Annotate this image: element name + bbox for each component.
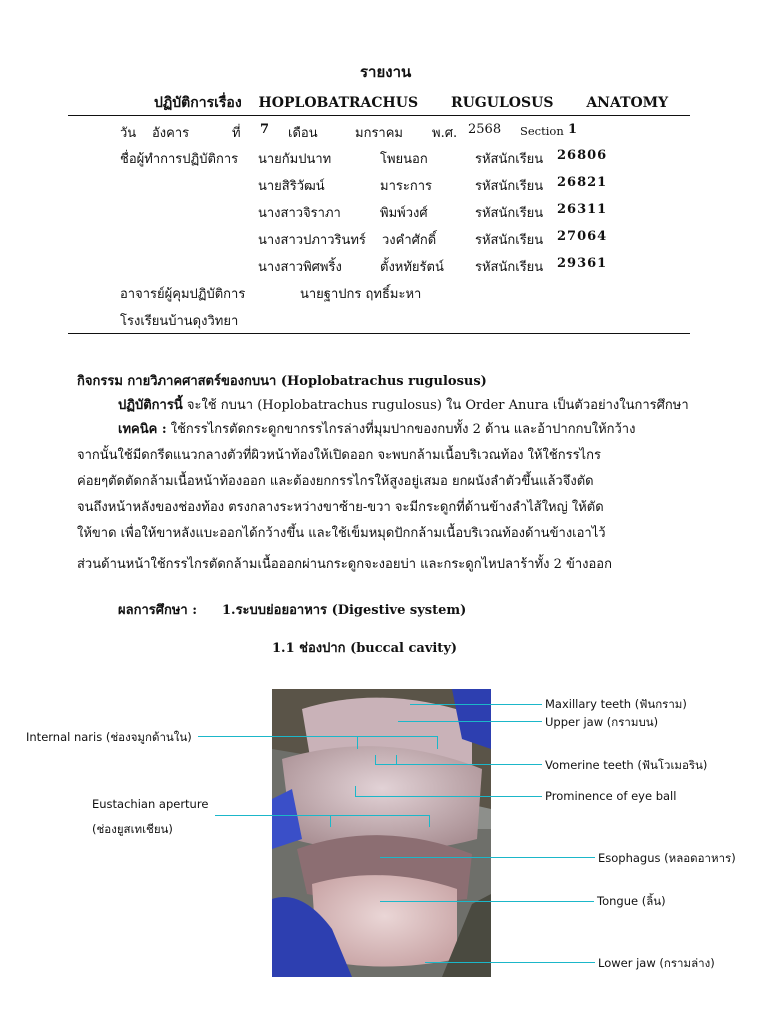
performer-2-last: มาระการ (380, 179, 432, 194)
performer-5-last: ตั้งหทัยรัตน์ (380, 260, 444, 275)
tech-paragraph-first (118, 418, 635, 439)
lab-label: ปฏิบัติการนี้ (118, 398, 183, 413)
performer-1-first: นายกัมปนาท (258, 152, 332, 167)
performer-3-id: 26311 (557, 202, 608, 217)
label-internal-naris: Internal naris (ช่องจมูกด้านใน) (26, 730, 192, 744)
year-label: พ.ศ. (432, 126, 458, 141)
tech-first-line: ใช้กรรไกรตัดกระดูกขากรรไกรล่างที่มุมปากของกบทั้ง 2 ด้าน และอ้าปากกบให้กว้าง (170, 422, 636, 437)
report-subtitle (154, 92, 668, 114)
date-value: 7 (260, 122, 270, 137)
performer-1-last: โพยนอก (380, 152, 428, 167)
tech-line-5: ส่วนด้านหน้าใช้กรรไกรตัดกล้ามเนื้อออกผ่านกระดูกจะงอยบ่า และกระดูกไหปลาร้าทั้ง 2 ข้างออก (77, 557, 612, 572)
performer-3-first: นางสาวจิราภา (258, 206, 341, 221)
leader-internal-naris (198, 736, 438, 737)
leader-maxillary (410, 704, 542, 705)
performer-1-id: 26806 (557, 148, 608, 163)
leader-vomerine (375, 764, 542, 765)
leader-vomerine-tick-2 (396, 755, 397, 765)
label-vomerine-teeth: Vomerine teeth (ฟันโวเมอริน) (545, 758, 708, 772)
leader-prominence-tick (355, 786, 356, 796)
day-label: วัน (120, 126, 137, 141)
leader-internal-naris-tick-1 (357, 736, 358, 749)
frog-mouth-photo (272, 689, 491, 977)
performer-3-id-label: รหัสนักเรียน (475, 206, 544, 221)
leader-vomerine-tick-1 (375, 755, 376, 765)
label-lower-jaw: Lower jaw (กรามล่าง) (598, 956, 715, 970)
leader-lower-jaw (425, 962, 595, 963)
performer-4-first: นางสาวปภาวรินทร์ (258, 233, 366, 248)
performer-5-id: 29361 (557, 256, 608, 271)
tech-line-4: ให้ขาด เพื่อให้ขาหลังแบะออกได้กว้างขึ้น และใช้เข็มหมุดปักกล้ามเนื้อบริเวณท้องด้านข้างเอาไว้ (77, 526, 606, 541)
tech-label: เทคนิค : (118, 422, 167, 437)
subtitle-word-1: HOPLOBATRACHUS (258, 95, 419, 111)
results-system: 1.ระบบย่อยอาหาร (Digestive system) (222, 603, 467, 618)
leader-eustachian-tick-2 (429, 815, 430, 827)
label-eustachian-aperture: Eustachian aperture (92, 797, 209, 811)
leader-eustachian-tick-1 (330, 815, 331, 827)
tech-line-1: จากนั้นใช้มีดกรีดแนวกลางตัวที่ผิวหน้าท้องให้เปิดออก จะพบกล้ามเนื้อบริเวณท้อง ให้ใช้กรรไกร (77, 448, 601, 463)
frog-mouth-illustration (272, 689, 491, 977)
year-value: 2568 (468, 122, 502, 137)
performer-3-last: พิมพ์วงศ์ (380, 206, 428, 221)
lab-paragraph (118, 394, 689, 415)
label-eustachian-thai: (ช่องยูสเทเชียน) (92, 822, 173, 836)
section-value: 1 (568, 122, 578, 137)
results-subsection: 1.1 ช่องปาก (buccal cavity) (272, 641, 458, 656)
leader-internal-naris-tick-2 (437, 736, 438, 749)
performer-2-id: 26821 (557, 175, 608, 190)
label-esophagus: Esophagus (หลอดอาหาร) (598, 851, 736, 865)
performer-5-first: นางสาวพิศพริ้ง (258, 260, 342, 275)
header-top-rule (68, 115, 690, 116)
leader-upper-jaw (398, 721, 542, 722)
activity-heading: กิจกรรม กายวิภาคศาสตร์ของกบนา (Hoplobatrachus rugulosus) (77, 374, 487, 389)
performer-5-id-label: รหัสนักเรียน (475, 260, 544, 275)
date-label: ที่ (232, 126, 241, 141)
month-label: เดือน (288, 126, 318, 141)
label-tongue: Tongue (ลิ้น) (597, 894, 666, 908)
leader-eustachian (215, 815, 430, 816)
month-value: มกราคม (355, 126, 403, 141)
performer-4-id-label: รหัสนักเรียน (475, 233, 544, 248)
subtitle-word-3: ANATOMY (586, 95, 669, 111)
tech-line-2: ค่อยๆตัดตัดกล้ามเนื้อหน้าท้องออก และต้องยกกรรไกรให้สูงอยู่เสมอ ยกผนังลำตัวขึ้นแล้วจึงตัด (77, 474, 594, 489)
day-value: อังคาร (152, 126, 190, 141)
supervisor-name: นายฐาปกร ฤทธิ์มะหา (300, 287, 422, 302)
school-name: โรงเรียนบ้านดุงวิทยา (120, 314, 239, 329)
supervisor-label: อาจารย์ผู้คุมปฏิบัติการ (120, 287, 246, 302)
leader-tongue (380, 901, 594, 902)
performer-1-id-label: รหัสนักเรียน (475, 152, 544, 167)
leader-esophagus (380, 857, 595, 858)
performer-4-id: 27064 (557, 229, 608, 244)
leader-prominence (355, 796, 542, 797)
tech-line-3: จนถึงหน้าหลังของช่องท้อง ตรงกลางระหว่างขาซ้าย-ขวา จะมีกระดูกที่ด้านข้างลำไส้ใหญ่ ให้ตัด (77, 500, 604, 515)
performer-2-first: นายสิริวัฒน์ (258, 179, 325, 194)
subtitle-prefix: ปฏิบัติการเรื่อง (154, 95, 242, 111)
report-title: รายงาน (360, 63, 412, 81)
lab-text: จะใช้ กบนา (Hoplobatrachus rugulosus) ใน Order Anura เป็นตัวอย่างในการศึกษา (186, 398, 689, 413)
subtitle-word-2: RUGULOSUS (450, 95, 554, 111)
performer-2-id-label: รหัสนักเรียน (475, 179, 544, 194)
label-maxillary-teeth: Maxillary teeth (ฟันกราม) (545, 697, 687, 711)
label-prominence-eye-ball: Prominence of eye ball (545, 789, 677, 803)
performer-4-last: วงคำศักดิ์ (382, 233, 437, 248)
section-label: Section (520, 124, 564, 138)
header-bottom-rule (68, 333, 690, 334)
label-upper-jaw: Upper jaw (กรามบน) (545, 715, 659, 729)
results-label: ผลการศึกษา : (118, 603, 198, 618)
performers-label: ชื่อผู้ทำการปฏิบัติการ (120, 152, 239, 167)
